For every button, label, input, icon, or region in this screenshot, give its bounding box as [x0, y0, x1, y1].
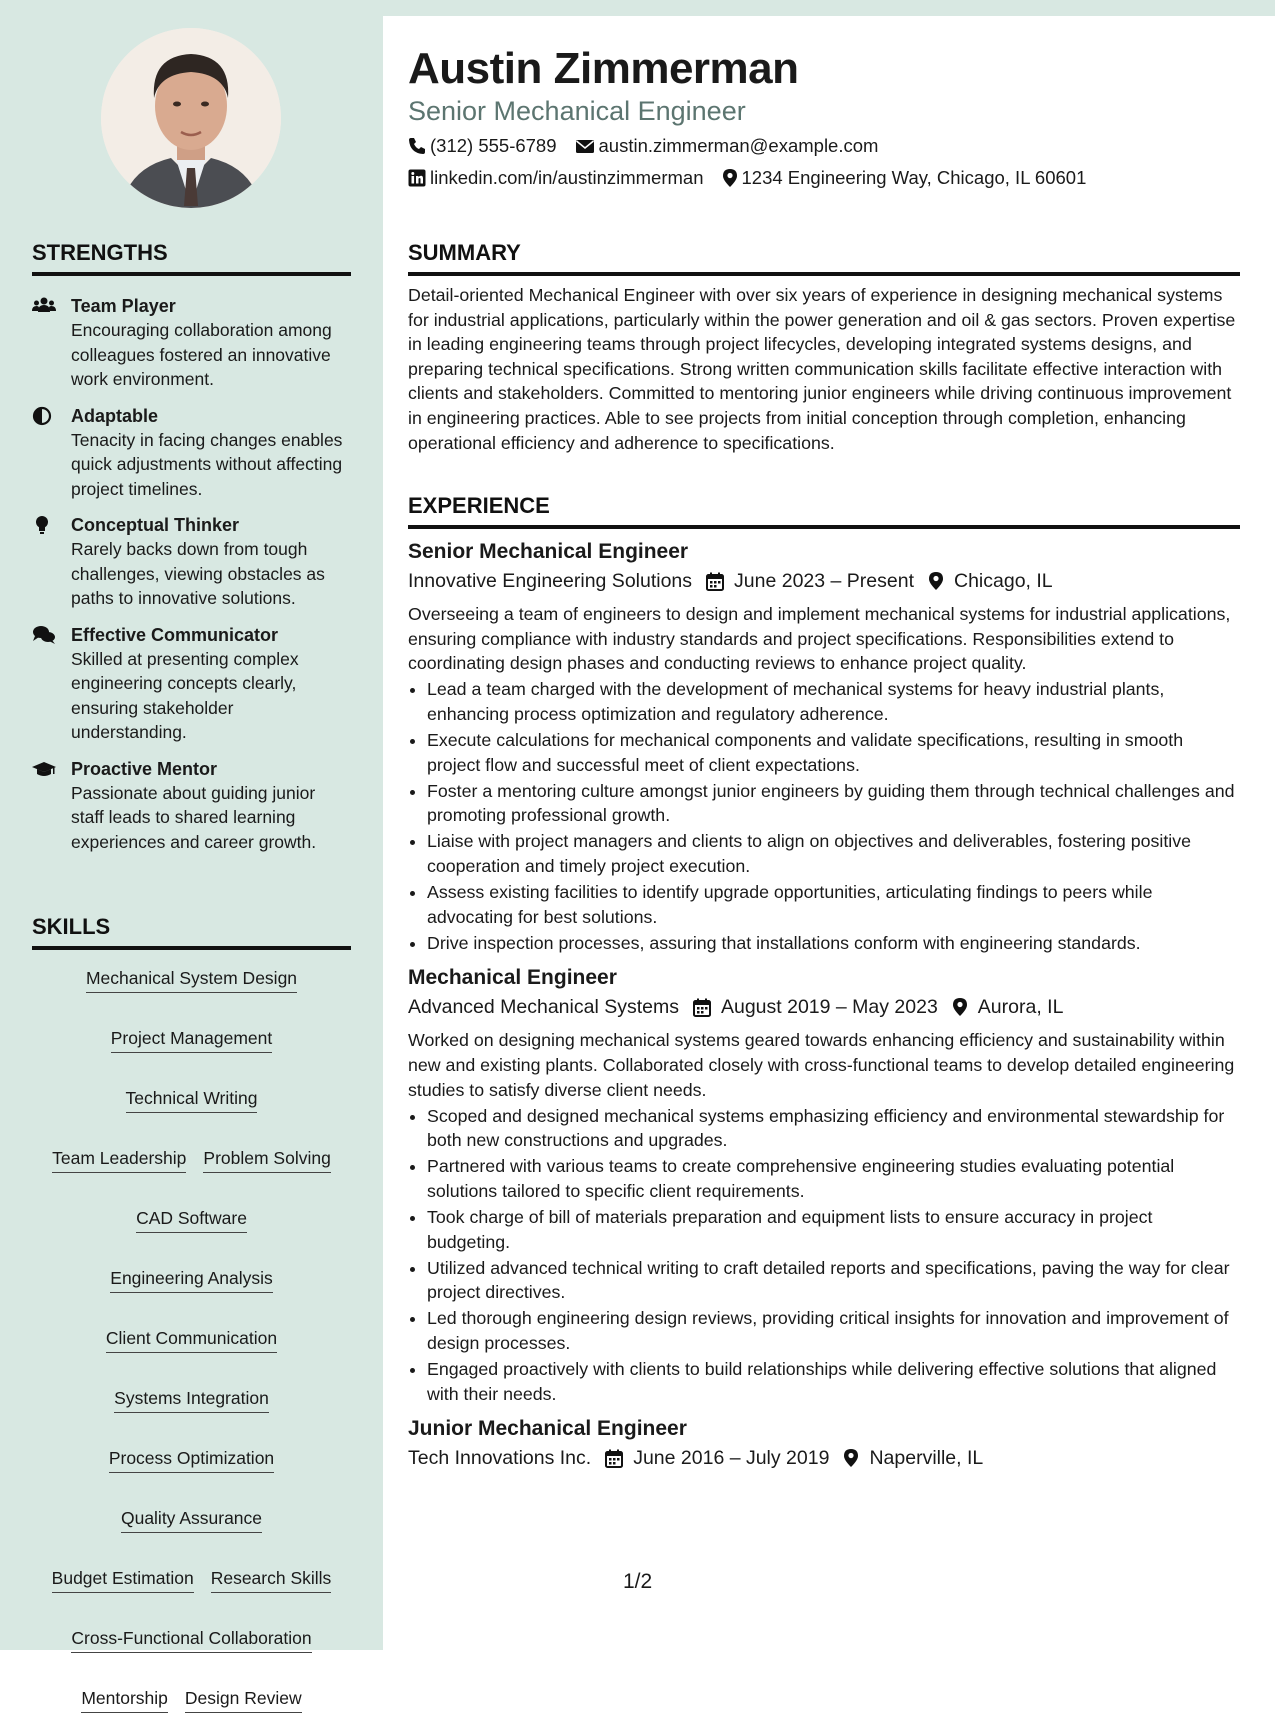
job-meta: [408, 993, 1240, 1021]
job-company: Innovative Engineering Solutions: [408, 570, 693, 592]
job-dates-item: [706, 567, 914, 595]
map-pin-icon: [722, 168, 738, 188]
job-location-item: [952, 993, 1064, 1021]
job-location-item: [843, 1444, 983, 1472]
strength-title: Conceptual Thinker: [71, 515, 240, 535]
skill-tag: Cross-Functional Collaboration: [71, 1627, 311, 1653]
job-bullet: • Partnered with various teams to create comprehensive engineering studies evaluating potential solutions tailored to specific client requirements.: [427, 1154, 1240, 1203]
summary-text: Detail-oriented Mechanical Engineer with over six years of experience in designing mechanical systems for industrial applications, particularly within the power generation and oil & gas sectors. Proven expertise in leading engineering teams through project lifecycles, developing integrated systems designs, and preparing technical specifications. Strong written communication skills facilitate effective interaction with clients and stakeholders. Committed to mentoring junior engineers while driving continuous improvement in engineering practices. Able to see projects from initial conception through completion, enhancing operational efficiency and adherence to specifications.: [408, 285, 1236, 453]
strength-desc: Encouraging collaboration among colleagues fostered an innovative work environment.: [71, 320, 332, 389]
job-dates: June 2023 – Present: [734, 570, 914, 592]
address-text: 1234 Engineering Way, Chicago, IL 60601: [741, 167, 1087, 188]
strength-title: Proactive Mentor: [71, 758, 218, 779]
skill-tag: Process Optimization: [109, 1447, 274, 1473]
job-bullet: • Took charge of bill of materials preparation and equipment lists to ensure accuracy in project budgeting.: [427, 1205, 1240, 1254]
job-bullet: • Assess existing facilities to identify upgrade opportunities, articulating findings to peers while advocating for best solutions.: [427, 880, 1240, 929]
email-link[interactable]: austin.zimmerman@example.com: [598, 135, 879, 156]
map-pin-icon: [952, 997, 968, 1017]
map-pin-icon: [928, 571, 944, 591]
skill-tag: Budget Estimation: [52, 1567, 194, 1593]
map-pin-icon: [843, 1448, 859, 1468]
job-description: Overseeing a team of engineers to design and implement mechanical systems for industrial applications, ensuring compliance with industry standards and project specifications. Responsibilities extend to coordinating design phases and conducting reviews to enhance project quality.: [408, 604, 1231, 674]
calendar-icon: [693, 998, 711, 1017]
address-item: [722, 166, 1087, 190]
skill-tag: Team Leadership: [52, 1147, 186, 1173]
chat-bubbles-icon: [32, 625, 56, 645]
job-description: Worked on designing mechanical systems geared towards enhancing efficiency and sustainability within new and existing plants. Collaborated closely with cross-functional teams to develop detailed engineering studies to satisfy diverse client needs.: [408, 1030, 1235, 1100]
job-dates: August 2019 – May 2023: [720, 996, 938, 1019]
skill-tag: Client Communication: [106, 1327, 277, 1353]
contact-row-1: [408, 134, 896, 158]
job-company: Tech Innovations Inc.: [408, 1447, 592, 1470]
experience-section: [408, 493, 1240, 1472]
job-bullet: • Drive inspection processes, assuring that installations conform with engineering standards.: [427, 931, 1240, 956]
job-location-item: [928, 567, 1053, 595]
sidebar: [0, 0, 383, 1708]
skill-tag: Project Management: [111, 1027, 272, 1053]
job-company: Advanced Mechanical Systems: [408, 996, 679, 1019]
linkedin-item[interactable]: [408, 166, 704, 190]
job-bullet: • Led thorough engineering design reviews, providing critical insights for innovation and improvement of design processes.: [427, 1306, 1240, 1355]
users-icon: [32, 296, 56, 316]
job-dates-item: [605, 1444, 829, 1472]
skill-tag: Design Review: [185, 1687, 302, 1713]
job-bullet: • Foster a mentoring culture amongst junior engineers by guiding them through technical challenges and promoting professional growth.: [427, 779, 1240, 828]
avatar: [101, 28, 281, 208]
page-number: 1/2: [623, 1570, 653, 1593]
strength-desc: Skilled at presenting complex engineering concepts clearly, ensuring stakeholder understanding.: [71, 648, 299, 742]
skill-tag: Research Skills: [211, 1567, 332, 1593]
envelope-icon: [575, 138, 595, 154]
job-bullet: • Liaise with project managers and clients to align on objectives and deliverables, fostering positive cooperation and timely project execution.: [427, 829, 1240, 878]
job-entry: [408, 1414, 1240, 1472]
contact-row-2: [408, 166, 1104, 190]
job-title: Senior Mechanical Engineer: [408, 540, 689, 563]
candidate-headline: Senior Mechanical Engineer: [408, 96, 746, 126]
strength-item: [32, 757, 351, 855]
job-bullet: • Scoped and designed mechanical systems emphasizing efficiency and environmental stewardship for both new constructions and upgrades.: [427, 1104, 1240, 1153]
strength-desc: Rarely backs down from tough challenges, viewing obstacles as paths to innovative solutions.: [71, 539, 325, 608]
strength-item: [32, 623, 351, 745]
skill-tag: Systems Integration: [114, 1387, 269, 1413]
job-title: Mechanical Engineer: [408, 966, 617, 990]
phone-icon: [408, 137, 426, 155]
email-item[interactable]: [575, 134, 879, 158]
job-dates: June 2016 – July 2019: [633, 1447, 830, 1470]
strengths-heading: STRENGTHS: [32, 240, 351, 276]
phone-text: (312) 555-6789: [430, 135, 557, 156]
job-location: Naperville, IL: [869, 1447, 984, 1470]
profile-photo-image: [101, 28, 281, 208]
job-title: Junior Mechanical Engineer: [408, 1417, 687, 1441]
job-location: Chicago, IL: [954, 570, 1053, 592]
skills-section: [32, 914, 351, 1713]
summary-heading: SUMMARY: [408, 240, 1240, 276]
skill-tag: Quality Assurance: [121, 1507, 262, 1533]
strength-desc: Passionate about guiding junior staff leads to shared learning experiences and career growth.: [71, 782, 317, 852]
skill-tag: Mentorship: [81, 1687, 168, 1713]
strength-desc: Tenacity in facing changes enables quick adjustments without affecting project timelines.: [71, 429, 343, 499]
experience-heading: EXPERIENCE: [408, 493, 1240, 529]
job-meta: [408, 1444, 1240, 1472]
graduation-cap-icon: [32, 759, 56, 779]
skill-tag: CAD Software: [136, 1207, 247, 1233]
job-dates-item: [693, 993, 938, 1021]
job-bullets: [408, 677, 1240, 955]
strength-item: [32, 294, 351, 392]
half-circle-icon: [32, 406, 56, 426]
skills-list: [32, 967, 351, 1713]
job-bullet: • Lead a team charged with the development of mechanical systems for heavy industrial plants, enhancing process optimization and regulatory adherence.: [427, 677, 1240, 726]
linkedin-link[interactable]: linkedin.com/in/austinzimmerman: [430, 167, 704, 188]
summary-section: [408, 240, 1240, 455]
skill-tag: Engineering Analysis: [110, 1267, 272, 1293]
job-entry: [408, 963, 1240, 1406]
lightbulb-icon: [32, 515, 56, 535]
skills-heading: SKILLS: [32, 914, 351, 950]
phone-item: [408, 134, 557, 158]
job-bullet: • Execute calculations for mechanical components and validate specifications, resulting in smooth project flow and successful meet of client expectations.: [427, 728, 1240, 777]
strength-title: Adaptable: [71, 405, 159, 426]
skill-tag: Mechanical System Design: [86, 967, 297, 993]
skill-tag: Technical Writing: [126, 1087, 258, 1113]
top-strip: [383, 0, 1275, 16]
job-bullet: • Engaged proactively with clients to build relationships while delivering effective solutions that aligned with their needs.: [427, 1357, 1240, 1406]
job-meta: [408, 567, 1240, 595]
job-bullet: • Utilized advanced technical writing to craft detailed reports and specifications, paving the way for clear project directives.: [427, 1256, 1240, 1305]
calendar-icon: [605, 1449, 623, 1468]
strength-item: [32, 404, 351, 502]
candidate-name: Austin Zimmerman: [408, 44, 799, 93]
strength-item: [32, 513, 351, 611]
strength-title: Team Player: [71, 296, 176, 316]
strengths-section: [32, 240, 351, 854]
calendar-icon: [706, 572, 724, 591]
job-entry: [408, 537, 1240, 955]
skill-tag: Problem Solving: [203, 1147, 330, 1173]
job-location: Aurora, IL: [977, 996, 1064, 1019]
strength-title: Effective Communicator: [71, 624, 279, 645]
job-bullets: [408, 1104, 1240, 1407]
linkedin-icon: [408, 169, 426, 187]
